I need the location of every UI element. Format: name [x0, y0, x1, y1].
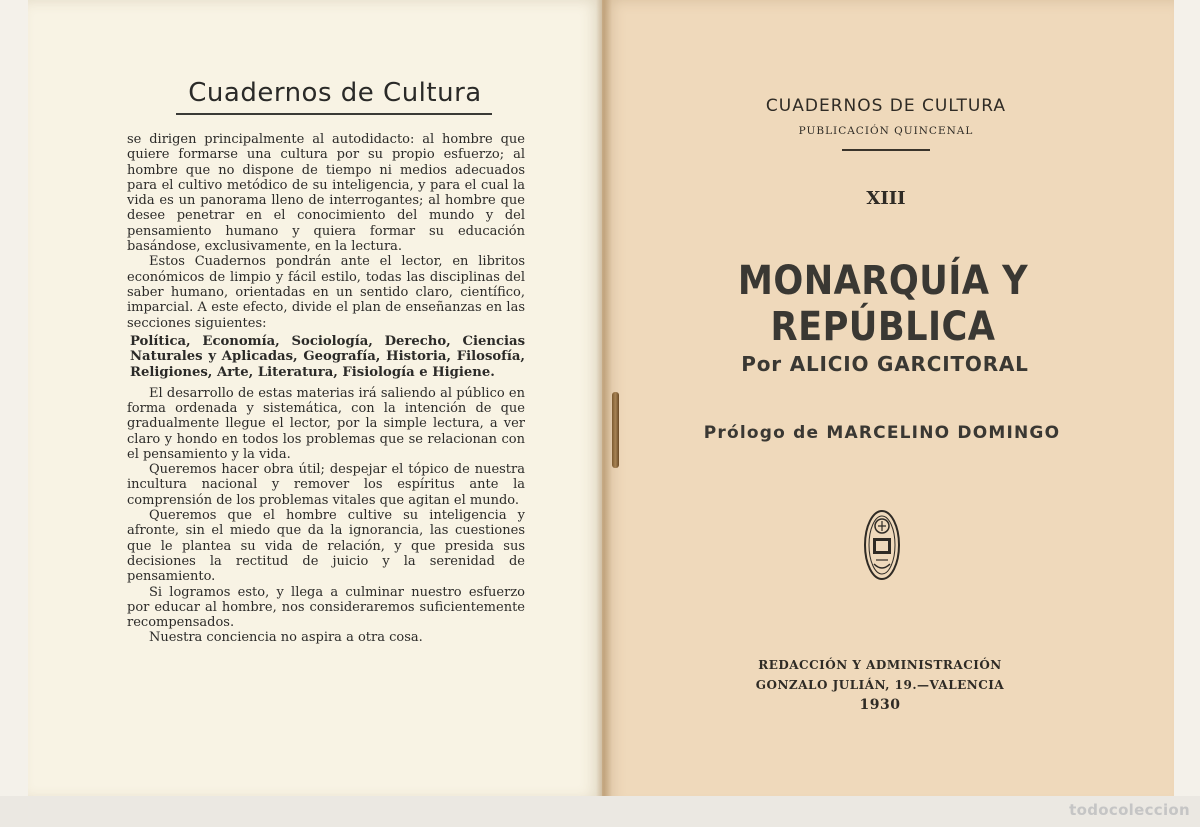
paragraph-plan: Estos Cuadernos pondrán ante el lector, en libritos económicos de limpio y fácil estilo, todas las disciplinas del saber humano, orientadas en un sentido claro, científico, imparcial. A este efecto, divide el plan de enseñanzas en las secciones siguientes:: [127, 254, 525, 331]
imprint-block: [748, 655, 1012, 715]
prologue-line: Prólogo de MARCELINO DOMINGO: [703, 423, 1061, 443]
paragraph-achievement: Si logramos esto, y llega a culminar nuestro esfuerzo por educar al hombre, nos consideraremos suficientemente recompensados.: [127, 584, 525, 631]
left-page-header: Cuadernos de Cultura: [188, 78, 482, 108]
imprint-line-1: REDACCIÓN Y ADMINISTRACIÓN: [758, 658, 1002, 672]
spine-fold: [596, 0, 612, 808]
book-title: MONARQUÍA Y REPÚBLICA: [737, 258, 1029, 350]
series-subtitle: PUBLICACIÓN QUINCENAL: [798, 125, 974, 137]
author-line: Por ALICIO GARCITORAL: [741, 352, 1029, 376]
watermark: todocoleccion: [1069, 801, 1190, 819]
disciplines-list: Política, Economía, Sociología, Derecho, Ciencias Naturales y Aplicadas, Geografía, Historia, Filosofía, Religiones, Arte, Literatura, Fisiología e Higiene.: [130, 333, 525, 381]
background-strip: [0, 796, 1200, 827]
imprint-line-2: GONZALO JULIÁN, 19.—VALENCIA: [755, 678, 1005, 692]
paragraph-development: El desarrollo de estas materias irá saliendo al público en forma ordenada y sistemática, con la intención de que gradualmente llegue el lector, por la simple lectura, a ver claro y hondo en todos los problemas que se relacionan con el pensamiento y la vida.: [127, 385, 525, 462]
series-title: CUADERNOS DE CULTURA: [765, 96, 1007, 116]
paragraph-conscience: Nuestra conciencia no aspira a otra cosa.: [149, 630, 423, 646]
paragraph-intelligence: Queremos que el hombre cultive su inteligencia y afronte, sin el miedo que da la ignorancia, las cuestiones que le plantea su vida de relación, y que presida sus decisiones la rectitud de juicio y la serenidad de pensamiento.: [127, 508, 525, 585]
publisher-emblem-icon: [860, 508, 904, 582]
paragraph-useful-work: Queremos hacer obra útil; despejar el tópico de nuestra incultura nacional y remover los espíritus ante la comprensión de los problemas vitales que agitan el mundo.: [127, 462, 525, 508]
publication-year: 1930: [859, 697, 901, 713]
header-underline: [176, 113, 492, 115]
issue-number: XIII: [866, 188, 906, 209]
staple: [612, 392, 619, 468]
title-divider: [842, 149, 930, 151]
paragraph-intro: se dirigen principalmente al autodidacto: al hombre que quiere formarse una cultura por su propio esfuerzo; al hombre que no dispone de tiempo ni medios adecuados para el cultivo metódico de su inteligencia, y para el cual la vida es un panorama lleno de interrogantes; al hombre que desee penetrar en el conocimiento del mundo y del pensamiento humano y quiera formar su educación basándose, exclusivamente, en la lectura.: [127, 132, 525, 255]
left-page-body: [127, 132, 525, 646]
